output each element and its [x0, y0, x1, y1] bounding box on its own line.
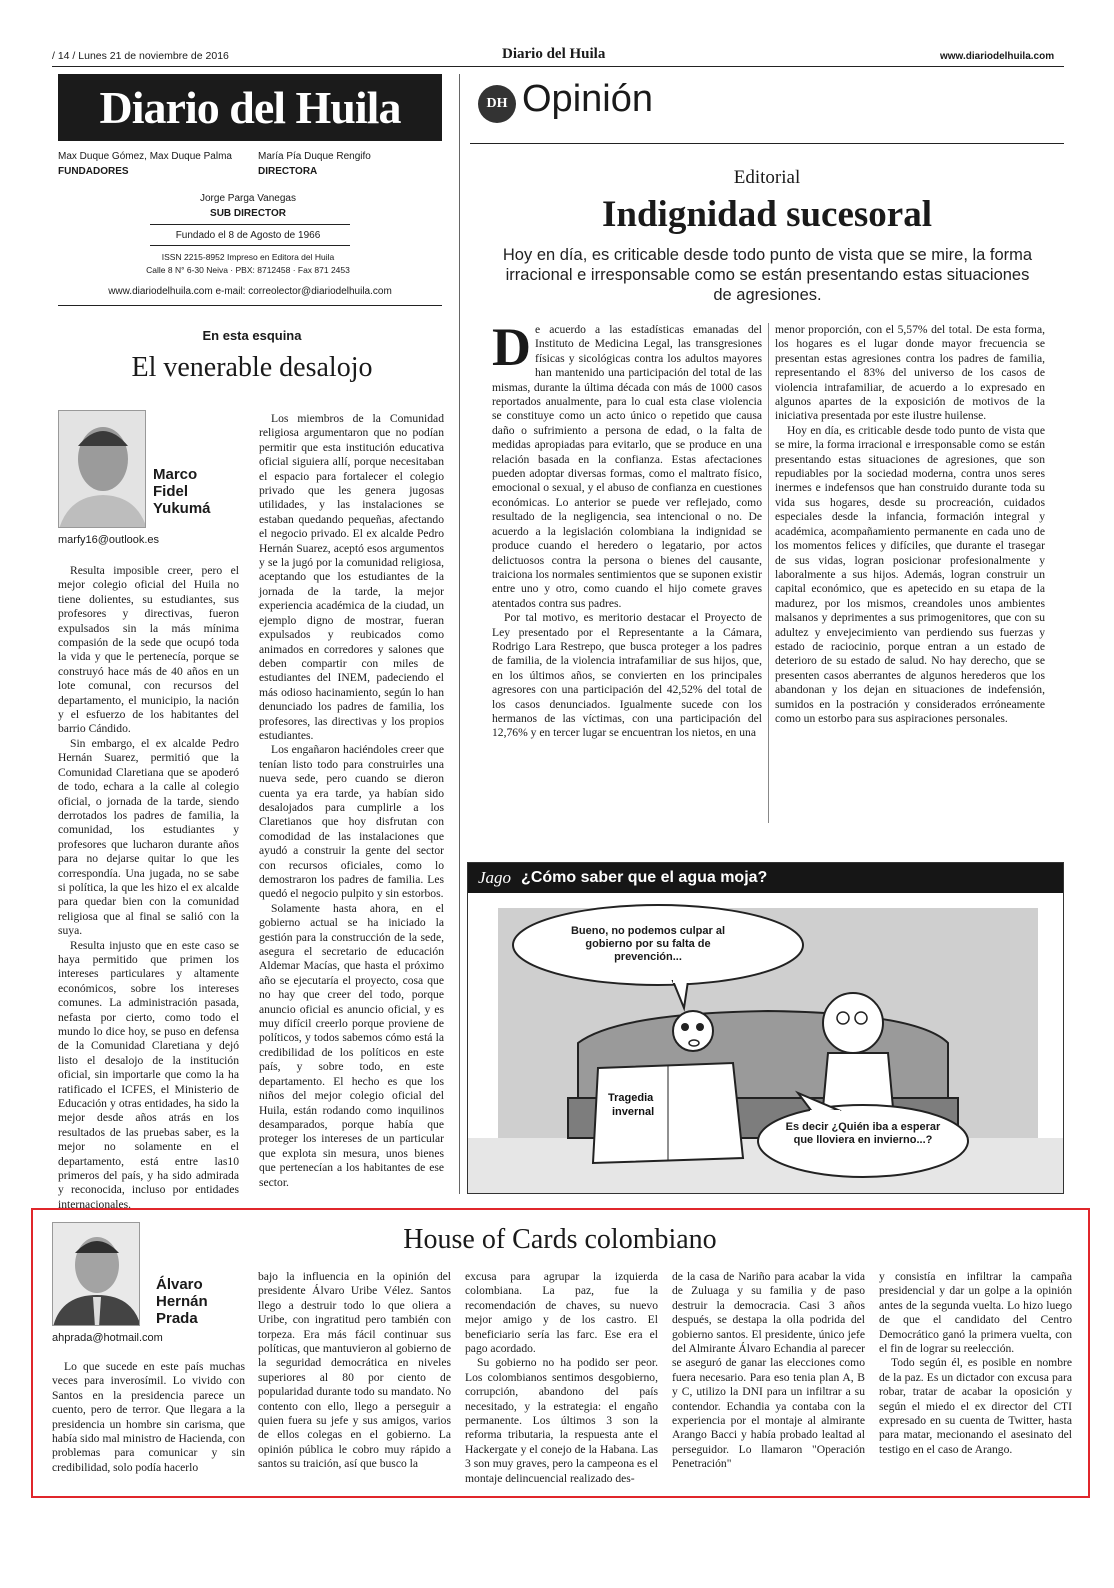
masthead-logo: Diario del Huila: [99, 82, 401, 133]
header-title: Diario del Huila: [502, 46, 606, 62]
column2-c4: de la casa de Nariño para acabar la vida de Zuluaga y su familia y de paso destruir la democracia. Casi 3 años después, se destapa la olla podrida del gobierno santos. El presidente, único jefe del Almirante Álvaro Echandia al parecer se aseguró de ganar las elecciones como fuera necesario. Para eso tenia plan A, B y C, utilizo la DNI para un infiltrar a su contendor. Echandia ya contaba con la experiencia por el montaje al almirante Arango Bacci y había probado lealtad al perseguidor. Lo llamaron "Operación Penetración": [672, 1270, 865, 1471]
editorial-column-2: [775, 323, 1045, 726]
page-info: / 14 / Lunes 21 de noviembre de 2016: [52, 50, 229, 62]
woman-body: [823, 1053, 893, 1108]
cartoon-bubble-2-text: Es decir ¿Quién iba a esperar que lloviera en invierno...?: [785, 1121, 941, 1146]
column2-c5-p2: Todo según él, es posible en nombre de la paz. Es un dictador con excusa para robar, tratar de acabar la oposición y según el miedo el ex director del CTI expresado en su cuenta de Twitter, hasta para matar, mecionando el asesinato del testigo en el caso de Arango.: [879, 1356, 1072, 1456]
author2-portrait-icon: [53, 1223, 140, 1326]
woman-head-icon: [823, 993, 883, 1053]
column2-c3-p2: Su gobierno no ha podido ser peor. Los colombianos sentimos desgobierno, corrupción, abandono del país necesitado, y la estrategia: el engaño permanente. Los últimos 3 son la reforma tributaria, la respuesta ante el Hackergate y el conejo de la Habana. Las 3 son muy graves, pero la campeona es el montaje delincuencial realizado des-: [465, 1356, 658, 1485]
founders-role: FUNDADORES: [58, 166, 129, 177]
cartoon-artist: Jago: [478, 868, 512, 887]
column2-text-4: [672, 1270, 865, 1472]
column1-b-p3: Solamente hasta ahora, en el gobierno actual se ha iniciado la gestión para la construcción de la sede, asegura el secretario de educación Aldemar Macías, que hasta el próximo año se ejecutaría el proyecto, cosa que no hay que creer del todo, porque anuncio oficial es anuncio oficial, y es muy difícil creerlo porque proviene de políticos, y todos sabemos cómo está la credibilidad de los políticos en este país, y sobre todo, en este departamento. El hecho es que los niños del mejor colegio oficial del Huila, están rodando como inquilinos desamparados, porque había que proteger los intereses de un particular que explota sin mesura, unos bienes que pertenecían a los habitantes de ese sector.: [259, 901, 444, 1189]
author1-portrait-icon: [59, 411, 146, 528]
director-role: DIRECTORA: [258, 166, 318, 177]
masthead-logo-box: [58, 74, 442, 141]
header-rule: [52, 66, 1064, 67]
editorial-dropcap: D: [492, 317, 531, 377]
contact-line[interactable]: www.diariodelhuila.com e-mail: correolector@diariodelhuila.com: [108, 286, 392, 297]
newspaper-headline-1: Tragedia: [608, 1092, 654, 1104]
founded-date: Fundado el 8 de Agosto de 1966: [175, 230, 321, 241]
column2-c1: Lo que sucede en este país muchas veces para inverosímil. Lo vivido con Santos en la presidencia parece un cuento, pero de terror. Que llegara a la presidencia un hombre sin carisma, que había sido mal ministro de Hacienda, con problemas para comunicar y sin credibilidad, solo podía hacerlo: [52, 1360, 245, 1474]
editorial-title: Indignidad sucesoral: [601, 194, 933, 235]
author2-email[interactable]: ahprada@hotmail.com: [52, 1332, 163, 1344]
cartoon-title: ¿Cómo saber que el agua moja?: [521, 869, 768, 886]
column1-a-p3: Resulta injusto que en este caso se haya permitido que primen los intereses particulares y altamente económicos, sobre los intereses comunes. La administración pasada, nefasta por cierto, como todo el mundo lo dice hoy, se puso en defensa de la Comunidad Claretiana y dejó listo el desalojo de la institución oficial, sin importarle que como la ha ratificado el ICFES, el Ministerio de Educación y otras entidades, ha sido la mejor desde años atrás en los resultados de las pruebas saber, es la mejor no solamente en el departamento, está entre las10 primeros del país, y ha sido admirada y reconocida, incluso por entidades internacionales.: [58, 938, 239, 1211]
column2-title: House of Cards colombiano: [403, 1224, 717, 1255]
editorial-lead: Hoy en día, es criticable desde todo punto de vista que se mire, la forma irracional e irresponsable como se están presentando estas situaciones de agresiones.: [502, 246, 1033, 304]
cartoon-header: [468, 863, 1063, 893]
column1-text-a: [58, 564, 239, 1212]
editorial-column-1: [492, 317, 762, 741]
column1-a-p2: Sin embargo, el ex alcalde Pedro Hernán Suarez, permitió que la Comunidad Claretiana que se apoderó de todo, echara a la calle al colegio oficial, o jornada de la tarde, siendo derrotados los padres de familia, la comunidad, los estudiantes y profesores que lucharon durante años para no dejarse quitar lo que les correspondía. Una jugada, no se sabe si política, la que les hizo el ex alcalde para quedar bien con la comunidad religiosa que al final se salió con la suya.: [58, 736, 239, 938]
opinion-rule: [470, 143, 1064, 144]
column2-c3-p1: excusa para agrupar la izquierda colombiana. La paz, fue la recomendación de chaves, su nuevo mejor amigo y de los castro. El beneficiario sería las farc. Ese era el pago acordado.: [465, 1270, 658, 1356]
page-column-divider: [459, 74, 460, 1194]
subdirector-name: Jorge Parga Vanegas: [200, 193, 296, 204]
issn: ISSN 2215-8952 Impreso en Editora del Huila: [161, 252, 335, 262]
editorial-col1-p2: Por tal motivo, es meritorio destacar el Proyecto de Ley presentado por el Representante a la Cámara, Rodrigo Lara Restrepo, que busca proteger a los padres de familia, de la violencia intrafamiliar de sus hijos, que, en los últimos años, se convierten en los principales agresores con una participación del 42,52% del total de los casos denunciados. Igualmente sucede con los hermanos de las víctimas, con una participación del 12,76% y en tercer lugar se encuentran los nietos, en una: [492, 611, 762, 740]
director-name: María Pía Duque Rengifo: [258, 151, 371, 162]
header-website[interactable]: www.diariodelhuila.com: [940, 51, 1055, 62]
editorial-col1-p1: e acuerdo a las estadísticas emanadas del Instituto de Medicina Legal, las transgresiones físicas y sicológicas contra los adultos mayores han mantenido una participación del total de las mismas, durante la última década con más de 1000 casos reportados anualmente, para lo cual esta clase violencia se constituye como un acto único o repetido que causa daño o sufrimiento a persona de edad, o la falta de medidas apropiadas para evitarlo, que se produce en una relación basada en la confianza. Estas afectaciones pueden adoptar diversas formas, como el maltrato físico, emocional o sexual, y el abuso de confianza en cuestiones económicas. Lo anterior se puede ver reflejado, como resultado de la negligencia, sea intencional o no. De acuerdo a la legislación colombiana la indignidad se produce cuando el heredero o legatario, por actos delictuosos contra la persona o bienes del causante, traiciona los normales sentimientos que se suponen existir entre uno y otro, como cuando el hijo comete graves atentados contra sus padres.: [492, 323, 762, 610]
column1-a-p1: Resulta imposible creer, pero el mejor colegio oficial del Huila no tiene dolientes, su estudiantes, sus profesores y directivas, fueron expulsados sin la más mínima compasión de la sede que ocupó toda la vida y que le pertenecía, porque se construyó hace más de 40 años en un lote comunal, con recursos del departamento, el municipio, la nación y el esfuerzo de los habitantes del barrio Cándido.: [58, 564, 239, 736]
masthead-rule-2: [150, 245, 350, 246]
author2-photo: [52, 1222, 140, 1326]
column2-c5-p1: y consistía en infiltrar la campaña presidencial y dar un golpe a la opinión antes de la segunda vuelta. Lo hizo luego de que el candidato del Centro Democrático ganó la primera vuelta, con el fin de lograr su reelección.: [879, 1270, 1072, 1356]
cartoon-bubble-1-text: Bueno, no podemos culpar al gobierno por su falta de prevención...: [570, 925, 726, 963]
column1-b-p2: Los engañaron haciéndoles creer que tenían listo todo para construirles una nueva sede, pero cuando se dieron cuenta ya era tarde, ya habían sido desalojados para cumplirle a los Claretianos que hoy disfrutan con comodidad de las instalaciones que ayudó a construir la gente del sector con recursos oficiales, como lo demostraron los padres de familia. Les quedó el negocio pulpito y sin estorbos.: [259, 743, 444, 901]
dh-badge: [478, 85, 516, 123]
column1-kicker: En esta esquina: [202, 328, 302, 343]
address: Calle 8 N° 6-30 Neiva · PBX: 8712458 · Fax 871 2453: [146, 265, 350, 275]
masthead-rule-1: [150, 224, 350, 225]
column2-text-5: [879, 1270, 1072, 1457]
column2-c2: bajo la influencia en la opinión del presidente Álvaro Uribe Vélez. Santos llego a destruir todo lo que oliera a Uribe, con ingratitud pero también con torpeza. Era más fácil continuar sus políticas, que mantuvieron al gobierno de la seguridad democrática en niveles superiores al 80 por ciento de popularidad durante todo su mandato. No contento con ello, llego a perseguir a quien fuera su jefe y sus amigos, varios de ellos colegas en el gobierno. La opinión pública le cobro muy rápido a santos su traición, así que busco la: [258, 1270, 451, 1471]
author1-email[interactable]: marfy16@outlook.es: [58, 534, 160, 546]
column2-text-1: [52, 1360, 245, 1475]
editorial-column-rule: [768, 323, 769, 823]
newspaper-headline-2: invernal: [612, 1106, 655, 1118]
opinion-title: Opinión: [522, 78, 653, 120]
subdirector-role: SUB DIRECTOR: [210, 208, 286, 219]
column1-text-b: [259, 412, 444, 1190]
column2-text-3: [465, 1270, 658, 1486]
author1-name: Marco Fidel Yukumá: [153, 466, 211, 517]
editorial-kicker: Editorial: [733, 167, 801, 188]
dh-badge-text: DH: [486, 96, 508, 111]
founders-names: Max Duque Gómez, Max Duque Palma: [58, 151, 232, 162]
column1-title: El venerable desalojo: [131, 352, 373, 383]
column1-b-p1: Los miembros de la Comunidad religiosa argumentaron que no podían permitir que esta institución educativa oficial siguiera allí, porque necesitaban el espacio para fortalecer el colegio privado que les genera jugosas utilidades, y las instalaciones se estaban quedando pequeñas, afectando el negocio privado. El ex alcalde Pedro Hernán Suarez, aceptó esos argumentos y se la jugó por la comunidad religiosa, aceptando que los estudiantes de la jornada de la tarde, la mejor experiencia académica de la ciudad, un ejemplo digno de mostrar, fueran expulsados y reubicados como animados en corredores y salones que deben compartir con miles de estudiantes del INEM, padeciendo el más odioso hacinamiento, según lo han denunciado los padres de familia, los profesores, las directivas y los propios estudiantes.: [259, 412, 444, 742]
author2-name: Álvaro Hernán Prada: [156, 1276, 208, 1327]
author1-photo: [58, 410, 146, 528]
masthead-bottom-rule: [58, 305, 442, 306]
cartoon-frame: [467, 862, 1064, 1194]
editorial-col2-p2: Hoy en día, es criticable desde todo punto de vista que se mire, la forma irracional e irresponsable como se están presentando estas situaciones de agresiones, que son repudiables por la sociedad moderna, contra unos seres inermes e indefensos que han construido durante toda su vida sus hogares, desde su procreación, cuidados especiales desde la infancia, formación integral y académica, acompañamiento permanente en cada uno de los momentos felices y difíciles, que durante el trasegar de sus vidas, logran posicionar profesionalmente y laboralmente a sus hijos. Además, logran construir un capital económico, que es apetecido en su etapa de la madurez, por los mismos, creandoles unos ambientes malsanos y deprimentes a sus primogenitores, que con su adultez y envejecimiento van perdiendo sus fuerzas y estado de raciocinio, porque entran a un estado de deterioro de su estado de salud. No hay derecho, que se presenten casos aberrantes de algunos herederos que los abandonan y los dejan en situaciones de indefensión, sumidos en la postración y considerados erróneamente como un estorbo para sus aspiraciones personales.: [775, 423, 1045, 725]
column2-text-2: [258, 1270, 451, 1472]
editorial-col2-p1: menor proporción, con el 5,57% del total. De esta forma, los hogares es el lugar donde mayor frecuencia se presentan estas agresiones contra los padres de familia, representando el 83% del universo de los casos de violencia intrafamiliar, de acuerdo a lo expresado en algunos apartes de la exposición de motivos de la iniciativa presentada por este ilustre huilense.: [775, 323, 1045, 423]
